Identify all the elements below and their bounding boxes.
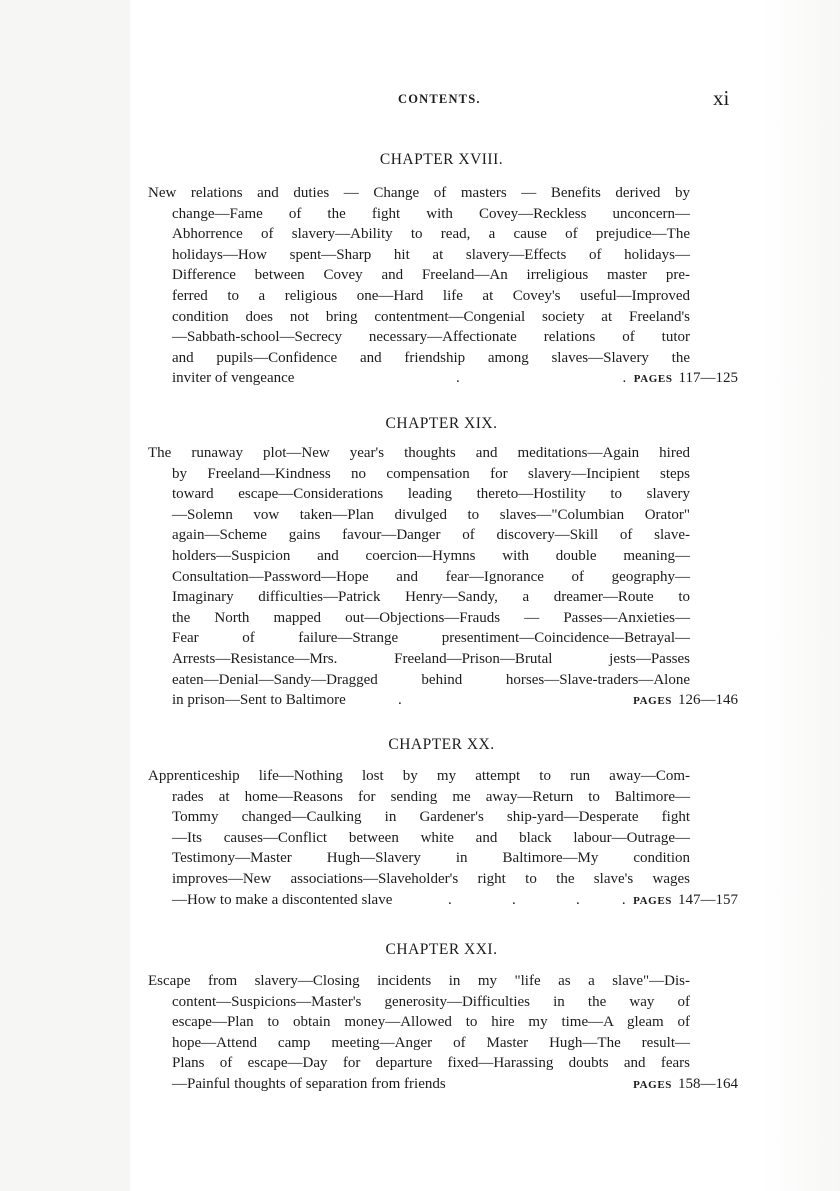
summary-line: —Solemn vow taken—Plan divulged to slaves—"Columbian Orator"	[172, 506, 690, 523]
pages-label: PAGES	[633, 1078, 672, 1091]
summary-line: holidays—How spent—Sharp hit at slavery—Effects of holidays—	[172, 246, 690, 263]
pages-label: PAGES	[633, 373, 673, 386]
page-numbers: 158—164	[678, 1075, 738, 1092]
page-range: . PAGES 117—125	[622, 370, 738, 387]
chapter-heading: CHAPTER XVIII.	[379, 151, 504, 168]
summary-line: toward escape—Considerations leading thereto—Hostility to slavery	[172, 486, 690, 503]
running-head: CONTENTS.	[398, 92, 481, 106]
chapter-summary	[148, 766, 738, 910]
summary-line: content—Suspicions—Master's generosity—Difficulties in the way of	[172, 993, 690, 1010]
summary-line: Fear of failure—Strange presentiment—Coincidence—Betrayal—	[172, 630, 690, 647]
chapter-summary	[148, 971, 738, 1095]
chapter-summary	[148, 443, 738, 711]
summary-line: condition does not bring contentment—Congenial society at Freeland's	[172, 308, 690, 325]
summary-line: Imaginary difficulties—Patrick Henry—Sandy, a dreamer—Route to	[172, 589, 690, 606]
summary-line: rades at home—Reasons for sending me away—Return to Baltimore—	[172, 788, 690, 805]
chapter-summary	[148, 183, 738, 389]
page-number: xi	[713, 86, 730, 110]
summary-line: Plans of escape—Day for departure fixed—Harassing doubts and fears	[172, 1055, 690, 1072]
chapter-heading: CHAPTER XIX.	[385, 415, 498, 432]
summary-line: change—Fame of the fight with Covey—Reckless unconcern—	[172, 205, 690, 222]
summary-line: escape—Plan to obtain money—Allowed to hire my time—A gleam of	[172, 1014, 690, 1031]
summary-last-line: inviter of vengeance . . PAGES 117—125	[172, 368, 738, 389]
summary-last-line: —How to make a discontented slave . . . . PAGES 147—157	[172, 890, 738, 911]
pages-label: PAGES	[633, 695, 672, 708]
summary-line: holders—Suspicion and coercion—Hymns with double meaning—	[172, 547, 690, 564]
page-range	[633, 690, 738, 712]
summary-line: and pupils—Confidence and friendship among slaves—Slavery the	[172, 349, 690, 366]
page-numbers: 126—146	[678, 692, 738, 709]
summary-line: the North mapped out—Objections—Frauds — Passes—Anxieties—	[172, 609, 690, 626]
page-numbers: 117—125	[678, 370, 738, 387]
summary-last-line	[172, 1074, 738, 1095]
summary-line: in prison—Sent to Baltimore	[172, 692, 346, 709]
summary-line: again—Scheme gains favour—Danger of discovery—Skill of slave-	[172, 527, 690, 544]
summary-line: Abhorrence of slavery—Ability to read, a cause of prejudice—The	[172, 226, 690, 243]
chapter-heading: CHAPTER XX.	[388, 736, 495, 753]
page-margin-shade	[0, 0, 130, 1191]
summary-line: hope—Attend camp meeting—Anger of Master Hugh—The result—	[172, 1034, 690, 1051]
chapter-heading: CHAPTER XXI.	[385, 941, 498, 958]
summary-line: —Sabbath-school—Secrecy necessary—Affectionate relations of tutor	[172, 329, 690, 346]
summary-last-line: in prison—Sent to Baltimore . PAGES 126—146	[172, 690, 738, 711]
page-numbers: 147—157	[678, 891, 738, 908]
summary-line: Escape from slavery—Closing incidents in my "life as a slave"—Dis-	[148, 973, 690, 989]
pages-label: PAGES	[633, 894, 672, 907]
summary-line: —Its causes—Conflict between white and black labour—Outrage—	[172, 829, 690, 846]
summary-line: by Freeland—Kindness no compensation for slavery—Incipient steps	[172, 465, 690, 482]
page-range	[633, 1074, 738, 1096]
summary-line: Consultation—Password—Hope and fear—Ignorance of geography—	[172, 568, 690, 585]
page-range: . PAGES 147—157	[621, 891, 738, 908]
summary-line: improves—New associations—Slaveholder's right to the slave's wages	[172, 870, 690, 887]
summary-line: eaten—Denial—Sandy—Dragged behind horses—Slave-traders—Alone	[172, 671, 690, 688]
summary-line: Testimony—Master Hugh—Slavery in Baltimore—My condition	[172, 850, 690, 867]
summary-line: ferred to a religious one—Hard life at Covey's useful—Improved	[172, 287, 690, 304]
summary-line: The runaway plot—New year's thoughts and meditations—Again hired	[148, 445, 690, 461]
summary-line: inviter of vengeance	[172, 370, 295, 387]
summary-line: Arrests—Resistance—Mrs. Freeland—Prison—Brutal jests—Passes	[172, 650, 690, 667]
summary-line: —Painful thoughts of separation from friends	[172, 1075, 446, 1092]
summary-line: Difference between Covey and Freeland—An irreligious master pre-	[172, 267, 690, 284]
summary-line: Tommy changed—Caulking in Gardener's ship-yard—Desperate fight	[172, 809, 690, 826]
summary-line: Apprenticeship life—Nothing lost by my attempt to run away—Com-	[148, 768, 690, 784]
summary-line: New relations and duties — Change of masters — Benefits derived by	[148, 185, 690, 201]
summary-line: —How to make a discontented slave	[172, 891, 393, 908]
